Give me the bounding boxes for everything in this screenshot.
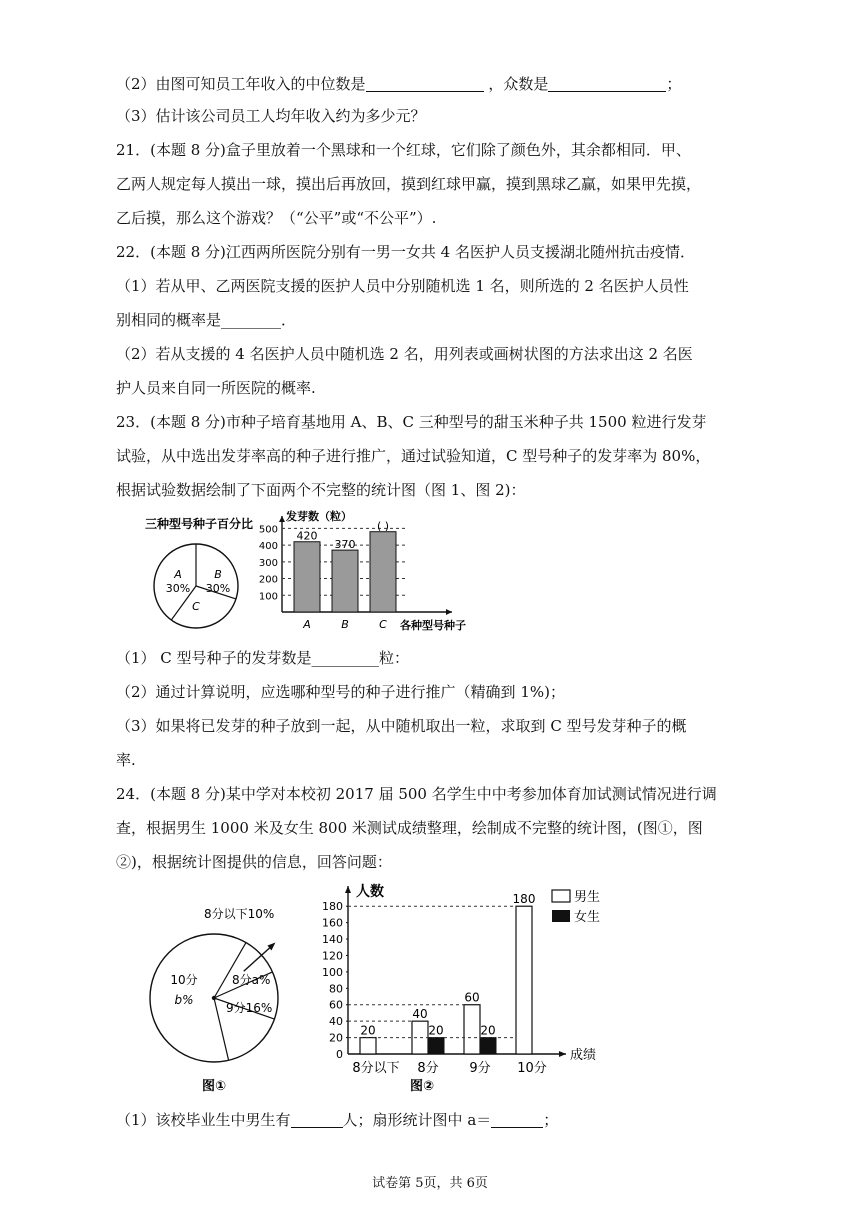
- score-bar-ytick: 160: [322, 916, 343, 930]
- score-bar-male-3: [516, 906, 532, 1054]
- seed-bar-data-label: 420: [296, 529, 318, 543]
- q24-s1-text-a: （1）该校毕业生中男生有: [116, 1111, 291, 1129]
- score-bar-ytick: 40: [329, 1015, 343, 1029]
- q24-figure: [140, 880, 620, 1100]
- score-pie-chart: [150, 906, 278, 1094]
- score-pie-divider: [214, 943, 246, 998]
- mode-blank[interactable]: [548, 76, 666, 92]
- score-bar-female-label: 20: [480, 1023, 496, 1038]
- score-bar-ytick: 80: [329, 982, 343, 996]
- q21-line2: 乙两人规定每人摸出一球，摸出后再放回，摸到红球甲赢，摸到黑球乙赢，如果甲先摸，: [116, 175, 702, 193]
- seed-bar-xlabel: 各种型号种子: [400, 619, 466, 632]
- seed-bar-C: [370, 532, 396, 612]
- seed-bar-category: C: [379, 618, 387, 631]
- q23-sub2: （2）通过计算说明，应选哪种型号的种子进行推广（精确到 1%)；: [116, 683, 565, 701]
- seed-pie-slice-value: 30%: [165, 582, 191, 595]
- q23-figure: [140, 508, 500, 638]
- q23-line2: 试验，从中选出发芽率高的种子进行推广，通过试验知道，C 型号种子的发芽率为 80%，: [116, 447, 711, 465]
- seed-pie-slice-label: A: [174, 568, 182, 581]
- seed-pie-chart: [154, 544, 238, 628]
- score-pie-label-b: b%: [174, 993, 194, 1007]
- seed-bar-B: [332, 550, 358, 612]
- q22-line2: （1）若从甲、乙两医院支援的医护人员中分别随机选 1 名，则所选的 2 名医护人员性: [116, 277, 689, 295]
- score-bar-male-label: 60: [464, 990, 480, 1005]
- score-pie-label-below8: 8分以下10%: [204, 907, 275, 921]
- score-bar-ytick: 60: [329, 998, 343, 1012]
- male-count-blank[interactable]: [291, 1112, 343, 1128]
- score-bar-male-2: [464, 1005, 480, 1054]
- score-bar-ytick: 180: [322, 900, 343, 914]
- median-blank[interactable]: [366, 76, 484, 92]
- score-bar-female-2: [480, 1038, 496, 1054]
- q23-line3: 根据试验数据绘制了下面两个不完整的统计图（图 1、图 2)：: [116, 481, 526, 499]
- q22-line4: （2）若从支援的 4 名医护人员中随机选 2 名，用列表或画树状图的方法求出这 2 名医: [116, 345, 693, 363]
- score-bar-male-label: 40: [412, 1007, 428, 1022]
- score-pie-label-9: 9分16%: [226, 1001, 273, 1015]
- a-value-blank[interactable]: [491, 1112, 543, 1128]
- seed-bar-category: B: [341, 618, 349, 631]
- seed-pie-title: 三种型号种子百分比: [145, 517, 254, 531]
- score-pie-caption: 图①: [201, 1079, 227, 1094]
- seed-bar-A: [294, 542, 320, 612]
- seed-bar-ylabel: 发芽数（粒）: [286, 510, 352, 523]
- seed-pie-slice-label: C: [192, 600, 200, 613]
- score-pie-pointer: [244, 944, 274, 971]
- score-pie-center: [212, 996, 216, 1000]
- q20-p2-text-b: ，众数是: [488, 75, 549, 93]
- seed-pie-slice-value: 30%: [205, 582, 231, 595]
- page-footer: 试卷第 5页，共 6页: [372, 1176, 488, 1191]
- score-bar-category: 10分: [517, 1061, 547, 1076]
- seed-bar-chart: [259, 509, 466, 632]
- seed-bar-ytick: 100: [258, 591, 278, 603]
- q24-s1-text-b: 人；扇形统计图中 a＝: [342, 1111, 492, 1129]
- score-bar-category: 8分以下: [352, 1061, 400, 1076]
- q23-sub4: 率.: [116, 751, 136, 769]
- legend-female-swatch: [552, 910, 570, 922]
- score-bar-chart: [322, 883, 600, 1094]
- q24-line2: 查，根据男生 1000 米及女生 800 米测试成绩整理，绘制成不完整的统计图，(图①，图: [116, 819, 703, 837]
- legend-male-label: 男生: [574, 890, 601, 905]
- q20-p2-text-a: （2）由图可知员工年收入的中位数是: [116, 75, 366, 93]
- score-pie-label-10: 10分: [170, 973, 198, 987]
- seed-bar-data-label: 370: [334, 538, 356, 552]
- score-bar-female-label: 20: [428, 1023, 444, 1038]
- score-bar-female-1: [428, 1038, 444, 1054]
- score-bar-xlabel: 成绩: [570, 1048, 597, 1063]
- legend-female-label: 女生: [574, 910, 601, 925]
- score-pie-label-8: 8分a%: [232, 973, 271, 987]
- seed-bar-ytick: 300: [258, 557, 278, 569]
- seed-pie-slice-label: B: [214, 568, 222, 581]
- q23-sub3: （3）如果将已发芽的种子放到一起，从中随机取出一粒，求取到 C 型号发芽种子的概: [116, 717, 687, 735]
- seed-bar-category: A: [303, 618, 311, 631]
- score-bar-ytick: 0: [336, 1048, 343, 1061]
- score-bar-male-0: [360, 1038, 376, 1054]
- q24-line1: 24．(本题 8 分)某中学对本校初 2017 届 500 名学生中中考参加体育加试测试情况进行调: [116, 785, 717, 803]
- q20-part3: （3）估计该公司员工人均年收入约为多少元？: [116, 107, 426, 125]
- q22-line3: 别相同的概率是________．: [116, 311, 297, 329]
- score-bar-category: 9分: [469, 1061, 491, 1076]
- q20-p2-text-c: ；: [666, 75, 682, 93]
- q22-line1: 22．(本题 8 分)江西两所医院分别有一男一女共 4 名医护人员支援湖北随州抗击疫情．: [116, 243, 695, 261]
- score-bar-ytick: 120: [322, 949, 343, 963]
- q23-line1: 23．(本题 8 分)市种子培育基地用 A、B、C 三种型号的甜玉米种子共 1500 粒进行发芽: [116, 413, 707, 431]
- score-bar-ytick: 100: [322, 965, 343, 979]
- score-bar-x-arrow: [559, 1051, 566, 1057]
- seed-bar-ytick: 500: [258, 524, 278, 536]
- q21-line3: 乙后摸，那么这个游戏？（“公平”或“不公平”）.: [116, 209, 437, 227]
- score-bar-category: 8分: [417, 1061, 439, 1076]
- score-bar-male-label: 180: [512, 892, 536, 907]
- legend-male-swatch: [552, 890, 570, 902]
- seed-bar-x-arrow: [446, 609, 452, 615]
- q24-line3: ②)，根据统计图提供的信息，回答问题：: [116, 853, 392, 871]
- seed-bar-ytick: 200: [258, 574, 278, 586]
- score-bar-ytick: 20: [329, 1031, 343, 1045]
- score-bar-caption: 图②: [409, 1079, 435, 1094]
- score-bar-y-arrow: [345, 886, 351, 893]
- score-bar-ytick: 140: [322, 933, 343, 947]
- q24-sub1: [116, 1110, 716, 1130]
- q21-line1: 21．(本题 8 分)盒子里放着一个黑球和一个红球，它们除了颜色外，其余都相同．甲、: [116, 141, 691, 159]
- q22-line5: 护人员来自同一所医院的概率.: [116, 379, 316, 397]
- q23-sub1: （1） C 型号种子的发芽数是_________粒：: [116, 649, 410, 667]
- q20-part2: [116, 74, 716, 94]
- q24-s1-text-c: ；: [543, 1111, 559, 1129]
- seed-bar-data-label: ( ): [376, 519, 390, 533]
- score-bar-male-label: 20: [360, 1023, 376, 1038]
- score-bar-ylabel: 人数: [356, 884, 384, 900]
- seed-bar-y-arrow: [279, 516, 285, 522]
- seed-bar-ytick: 400: [258, 541, 278, 553]
